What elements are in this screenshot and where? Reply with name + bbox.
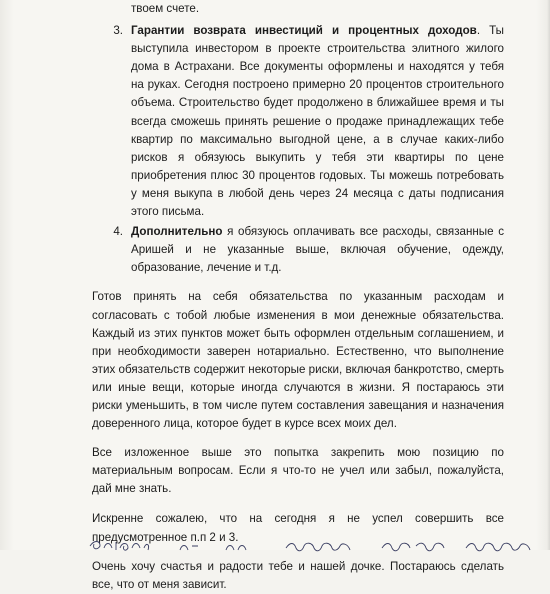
paragraph-position: Все изложенное выше это попытка закрепить мою позицию по материальным вопросам. Если я что-то не учел или забыл, пожалуйста, дай мне знать.: [92, 446, 504, 496]
paragraph-wishes: Очень хочу счастья и радости тебе и нашей дочке. Постараюсь сделать все, что от меня зависит.: [92, 559, 504, 591]
paragraph-regret: Искренне сожалею, что на сегодня я не успел совершить все предусмотренное п.п 2 и 3.: [92, 512, 504, 544]
handwritten-signature: [86, 530, 536, 560]
list-item-text: я обязуюсь оплачивать все расходы, связанные с Аришей и не указанные выше, включая обучение, одежду, образование, лечение и т.д.: [131, 225, 504, 275]
carryover-line: твоем счете.: [131, 2, 200, 15]
list-item-4: [92, 223, 504, 277]
list-number: 4.: [113, 225, 123, 239]
list-item-body: [131, 22, 504, 221]
list-item-3: [92, 22, 504, 221]
list-item-body: [131, 223, 504, 277]
list-item-heading: Дополнительно: [131, 225, 223, 239]
list-item-text: . Ты выступила инвестором в проекте строительства элитного жилого дома в Астрахани. Все документы оформлены и находятся у тебя на руках. Сегодня построено примерно 20 процентов строительного объема. Строительство будет продолжено в ближайшее время и ты всегда сможешь принять решение о продаже принадлежащих тебе квартир по максимально выгодной цене, а в случае каких-либо рисков я обязуюсь выкупить у тебя эти квартиры по цене приобретения плюс 30 процентов годовых. Ты можешь потребовать у меня выкупа в любой день через 24 месяца с даты подписания этого письма.: [131, 24, 504, 219]
document-body: [92, 0, 504, 594]
list-number: 3.: [113, 24, 123, 38]
paragraph-obligations: Готов принять на себя обязательства по указанным расходам и согласовать с тобой любые изменения в мои денежные обязательства. Каждый из этих пунктов может быть оформлен отдельным соглашением, и при необходимости заверен нотариально. Естественно, что выполнение этих обязательств содержит некоторые риски, включая банкротство, смерть или иные вещи, которые иногда случаются в жизни. Я постараюсь эти риски уменьшить, в том числе путем составления завещания и назначения доверенного лица, которое будет в курсе всех моих дел.: [92, 290, 504, 431]
list-item-heading: Гарантии возврата инвестиций и процентных доходов: [131, 24, 477, 38]
